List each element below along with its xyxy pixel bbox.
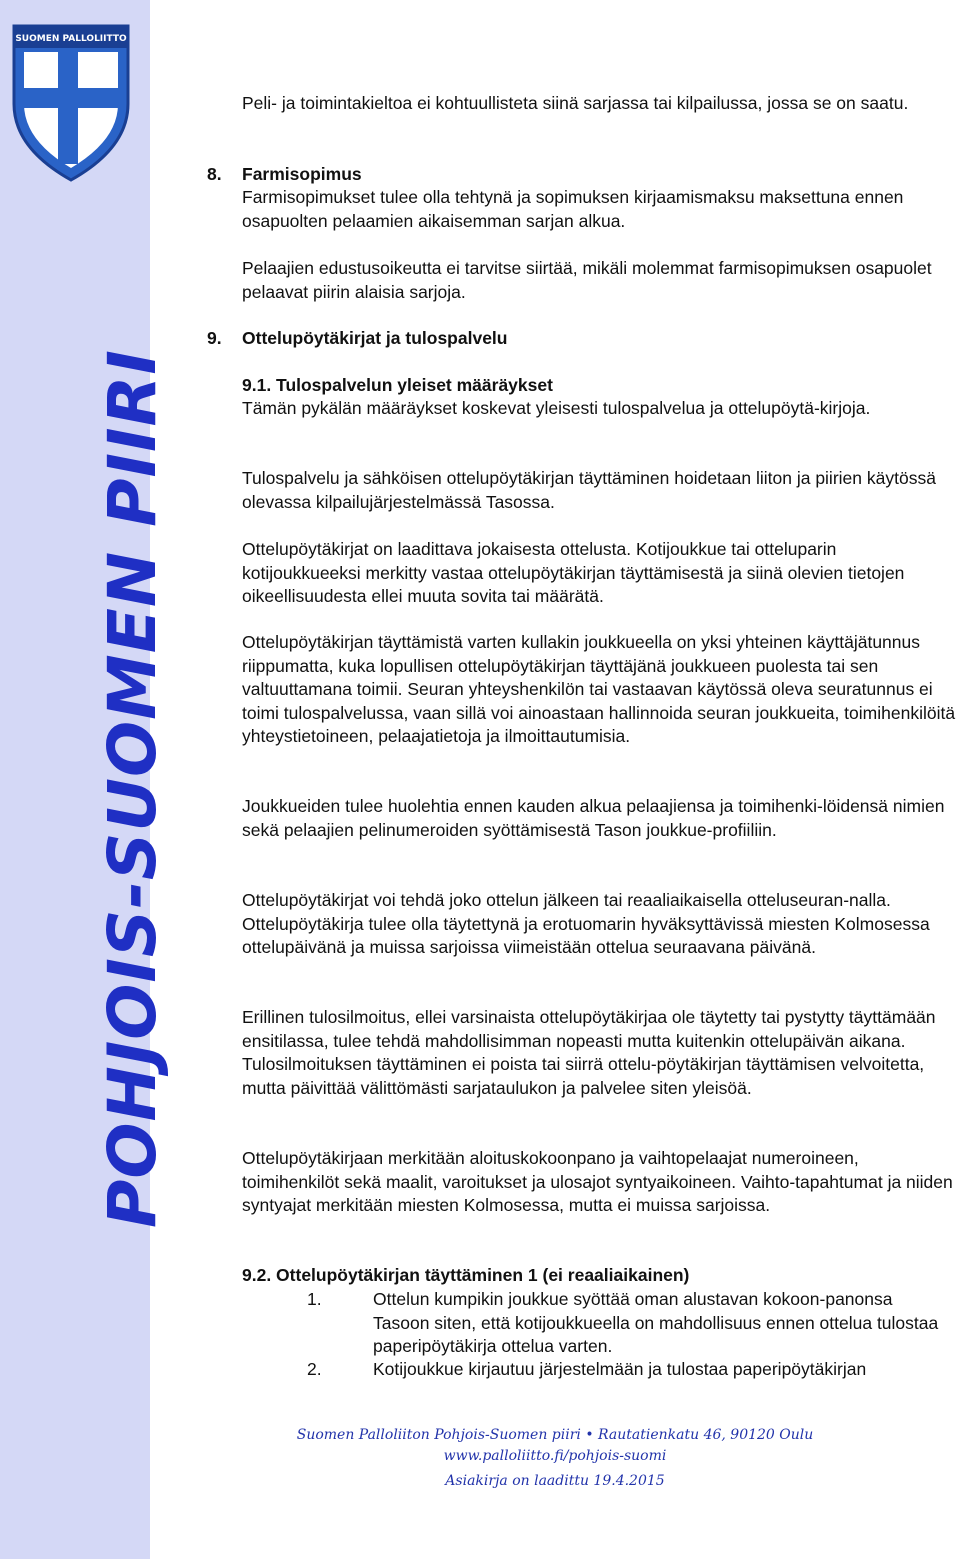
section-8-title: Farmisopimus (242, 164, 362, 184)
list-item: Kotijoukkue kirjautuu järjestelmään ja tulostaa paperipöytäkirjan (373, 1359, 867, 1379)
section-8-number: 8. (207, 164, 222, 184)
list-item-number: 1. (307, 1289, 322, 1309)
paragraph-ban: Peli- ja toimintakieltoa ei kohtuullisteta siinä sarjassa tai kilpailussa, jossa se on saatu. (242, 93, 909, 113)
section-9-title: Ottelupöytäkirjat ja tulospalvelu (242, 328, 508, 348)
section-9-paragraph-4: Ottelupöytäkirjan täyttämistä varten kullakin joukkueella on yksi yhteinen käyttäjätunnus riippumatta, kuka lopullisen ottelupöytäkirjan täyttäjänä joukkueen puolesta tai sen valtuuttamana toimii. Seuran yhteyshenkilön tai vastaavan käytössä oleva seuratunnus ei toimi tulospalvelussa, vaan sillä voi ainoastaan hallinnoida seuran joukkueita, toimihenkilöitä yhteystietoineen, pelaajatietoja ja ilmoittautumisia. (242, 632, 956, 746)
section-8-paragraph-1: Farmisopimukset tulee olla tehtynä ja sopimuksen kirjaamismaksu maksettuna ennen osapuolten pelaamien aikaisemman sarjan alkua. (242, 187, 904, 231)
section-9-paragraph-5: Joukkueiden tulee huolehtia ennen kauden alkua pelaajiensa ja toimihenki-löidensä nimien sekä pelaajien pelinumeroiden syöttämisestä Tason joukkue-profiiliin. (242, 796, 945, 840)
section-9-paragraph-3: Ottelupöytäkirjat on laadittava jokaisesta ottelusta. Kotijoukkue tai otteluparin kotijoukkueeksi merkitty vastaa ottelupöytäkirjan täyttämisestä ja siinä olevien tietojen oikeellisuudesta ellei muuta sovita tai määrätä. (242, 539, 905, 606)
list-item-number: 2. (307, 1359, 322, 1379)
subsection-9-2-title: 9.2. Ottelupöytäkirjan täyttäminen 1 (ei reaaliaikainen) (242, 1265, 690, 1285)
suomen-palloliitto-crest-logo (8, 22, 134, 184)
section-9-number: 9. (207, 328, 222, 348)
logo-text: SUOMEN PALLOLIITTO (15, 34, 127, 44)
footer-document-date: Asiakirja on laadittu 19.4.2015 (445, 1473, 665, 1489)
list-item: Ottelun kumpikin joukkue syöttää oman alustavan kokoon-panonsa Tasoon siten, että kotijoukkueella on mahdollisuus ennen ottelua tulostaa paperipöytäkirja ottelua varten. (373, 1289, 939, 1356)
section-9-paragraph-1: Tämän pykälän määräykset koskevat yleisesti tulospalvelua ja ottelupöytä-kirjoja. (242, 398, 871, 418)
section-9-paragraph-7: Erillinen tulosilmoitus, ellei varsinaista ottelupöytäkirjaa ole täytetty tai pystytty täyttämään ensitilassa, tulee tehdä mahdollisimman nopeasti mutta kuitenkin ottelupäivän aikana. Tulosilmoituksen täyttäminen ei poista tai siirrä ottelu-pöytäkirjan täyttämisen velvoitetta, mutta päivittää välittömästi sarjataulukon ja palvelee siten yleisöä. (242, 1007, 936, 1098)
vertical-title: POHJOIS-SUOMEN PIIRI (94, 349, 171, 1228)
footer-website: www.palloliitto.fi/pohjois-suomi (443, 1448, 667, 1464)
sidebar (0, 0, 171, 1559)
section-9-paragraph-6: Ottelupöytäkirjat voi tehdä joko ottelun jälkeen tai reaaliaikaisella otteluseuran-nalla. Ottelupöytäkirja tulee olla täytettynä ja erotuomarin hyväksyttävissä miesten Kolmosessa ottelupäivänä ja muissa sarjoissa viimeistään ottelua seuraavana päivänä. (242, 890, 930, 957)
subsection-9-1-title: 9.1. Tulospalvelun yleiset määräykset (242, 375, 553, 395)
section-9-paragraph-8: Ottelupöytäkirjaan merkitään aloituskokoonpano ja vaihtopelaajat numeroineen, toimihenkilöt sekä maalit, varoitukset ja ulosajot syntyaikoineen. Vaihto-tapahtumat ja niiden syntyajat merkitään miesten Kolmosessa, mutta ei muissa sarjoissa. (242, 1148, 953, 1215)
section-9-paragraph-2: Tulospalvelu ja sähköisen ottelupöytäkirjan täyttäminen hoidetaan liiton ja piirien käytössä olevassa kilpailujärjestelmässä Tasossa. (242, 468, 936, 512)
footer-address: Suomen Palloliiton Pohjois-Suomen piiri • Rautatienkatu 46, 90120 Oulu (296, 1427, 814, 1443)
section-8-paragraph-2: Pelaajien edustusoikeutta ei tarvitse siirtää, mikäli molemmat farmisopimuksen osapuolet pelaavat piirin alaisia sarjoja. (242, 258, 932, 302)
